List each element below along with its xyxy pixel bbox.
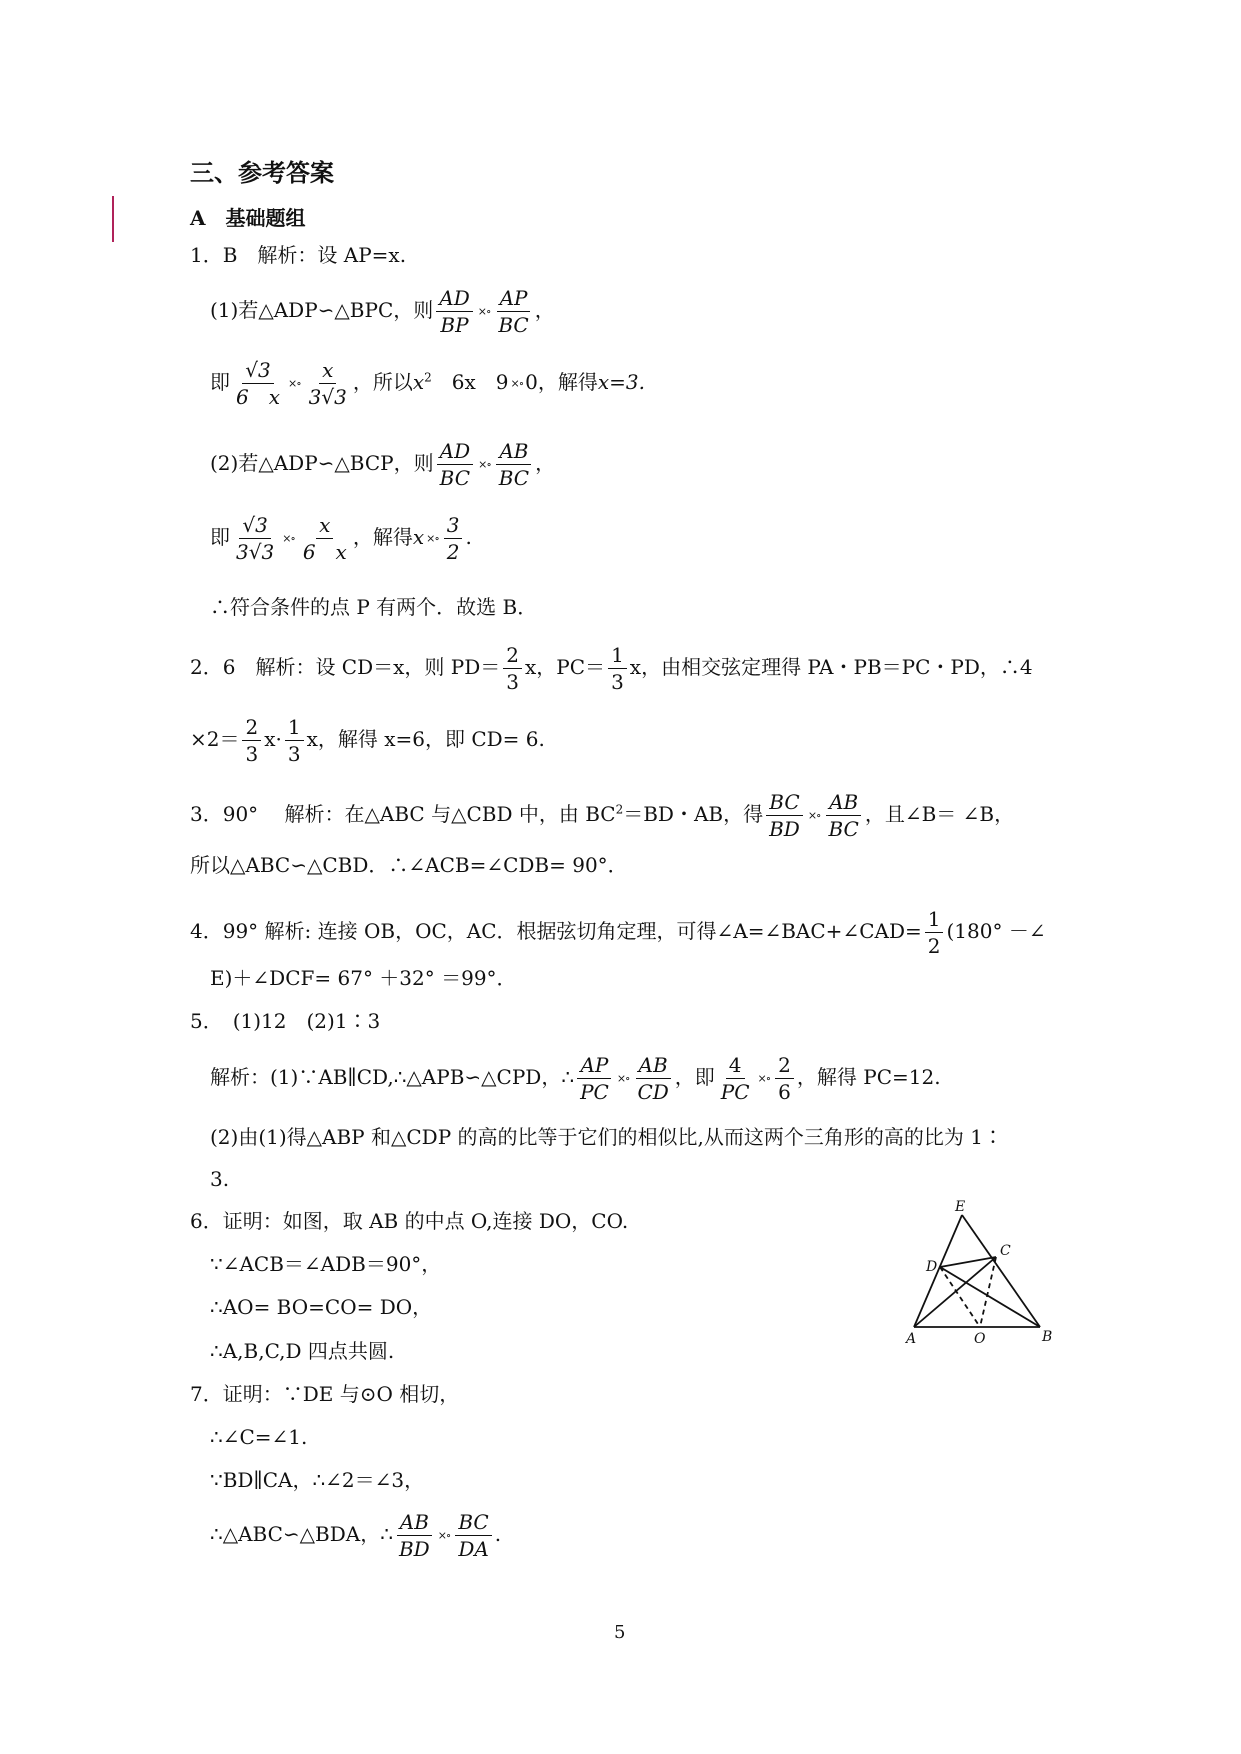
- equals-symbol: ×∘: [477, 304, 491, 318]
- fraction: [437, 439, 473, 490]
- text: 2．6 解析：设 CD＝x，则 PD＝: [190, 655, 501, 679]
- fraction: [775, 1053, 794, 1104]
- q3-line1: [190, 790, 1014, 841]
- line-DC: [940, 1257, 996, 1267]
- denominator: PC: [580, 1080, 609, 1104]
- q7-line1: 7．证明：∵DE 与⊙O 相切，: [190, 1382, 460, 1406]
- fraction: [455, 1510, 491, 1561]
- exponent: 2: [615, 802, 624, 817]
- q2-line1: [190, 643, 1033, 694]
- numerator: √3: [242, 358, 273, 384]
- numerator: √3: [239, 513, 270, 539]
- numerator: AB: [397, 1510, 432, 1536]
- text: x·: [264, 727, 282, 751]
- q7-line4: [210, 1510, 501, 1561]
- denominator: CD: [637, 1080, 669, 1104]
- equals-symbol: ×∘: [282, 531, 295, 545]
- q6-line1: 6．证明：如图，取 AB 的中点 O,连接 DO，CO.: [190, 1209, 629, 1233]
- equals-symbol: ×∘: [437, 1528, 451, 1542]
- text: 解析：(1)∵AB∥CD,∴△APB∽△CPD，∴: [210, 1065, 575, 1089]
- ji-label: 即: [210, 525, 230, 549]
- numerator: x: [316, 513, 333, 539]
- denominator: 3√3: [236, 540, 275, 564]
- q6-line2: ∵∠ACB＝∠ADB＝90°，: [210, 1252, 442, 1276]
- fraction: [233, 358, 283, 409]
- equals-symbol: ×∘: [478, 457, 491, 471]
- q5-line4: 3.: [210, 1167, 230, 1191]
- fraction: [444, 513, 463, 564]
- fraction: [925, 907, 944, 958]
- label-C: C: [1000, 1243, 1011, 1259]
- denominator: 3: [287, 742, 301, 766]
- denominator: BC: [498, 466, 530, 490]
- denominator: BC: [498, 313, 529, 337]
- equals-symbol: ×∘: [757, 1071, 771, 1085]
- q1-case1-equation: [210, 358, 645, 409]
- denominator: BP: [440, 313, 469, 337]
- text: x，解得 x=6，即 CD= 6.: [306, 727, 545, 751]
- margin-marker: [112, 196, 114, 242]
- equals-symbol: ×∘: [288, 376, 301, 390]
- solution: x=3.: [597, 370, 645, 394]
- q6-line4: ∴A,B,C,D 四点共圆.: [210, 1339, 395, 1363]
- equals-symbol: ×∘: [426, 531, 439, 545]
- text: (180° －∠: [946, 919, 1046, 943]
- q1-case1-text: (1)若△ADP∽△BPC，则: [210, 298, 434, 322]
- denominator: BD: [769, 817, 800, 841]
- q1-conclusion: ∴符合条件的点 P 有两个．故选 B．: [210, 595, 538, 619]
- text: ×2＝: [190, 727, 240, 751]
- line-AE: [914, 1215, 962, 1327]
- denominator: 6: [778, 1080, 791, 1104]
- text: 0，解得: [525, 370, 598, 394]
- page-number: 5: [614, 1622, 626, 1643]
- numerator: AD: [437, 439, 473, 465]
- denominator: BC: [828, 817, 859, 841]
- fraction: [577, 1053, 612, 1104]
- numerator: 2: [242, 715, 261, 741]
- variable: x: [412, 370, 425, 394]
- text: ，所以: [352, 370, 413, 394]
- fraction: [233, 513, 277, 564]
- subsection-title: A 基础题组: [190, 206, 306, 230]
- text: 4．99° 解析: 连接 OB，OC，AC．根据弦切角定理，可得∠A=∠BAC+∠CAD=: [190, 919, 922, 943]
- fraction: [242, 715, 261, 766]
- numerator: 1: [608, 643, 627, 669]
- numerator: AB: [496, 439, 531, 465]
- fraction: [503, 643, 522, 694]
- comma: ，: [535, 451, 556, 475]
- comma: ，: [534, 298, 555, 322]
- q1-case1-line: [210, 286, 555, 337]
- label-O: O: [974, 1331, 986, 1345]
- fraction: [285, 715, 304, 766]
- q1-case2-text: (2)若△ADP∽△BCP，则: [210, 451, 434, 475]
- denominator: 3√3: [308, 385, 347, 409]
- fraction: [436, 286, 472, 337]
- q7-line2: ∴∠C=∠1.: [210, 1425, 308, 1449]
- q7-line3: ∵BD∥CA，∴∠2＝∠3，: [210, 1468, 425, 1492]
- text: ∴△ABC∽△BDA，∴: [210, 1522, 393, 1546]
- label-A: A: [906, 1331, 917, 1345]
- denominator: PC: [720, 1080, 750, 1104]
- fraction: [825, 790, 861, 841]
- q4-line1: [190, 907, 1046, 958]
- fraction: [766, 790, 803, 841]
- fraction: [300, 513, 350, 564]
- numerator: AP: [577, 1053, 611, 1079]
- denominator: 3: [245, 742, 259, 766]
- numerator: AP: [497, 286, 531, 312]
- denominator: BD: [398, 1537, 430, 1561]
- numerator: 1: [285, 715, 304, 741]
- numerator: AD: [436, 286, 472, 312]
- section-title: 三、参考答案: [190, 158, 334, 187]
- exponent: 2: [424, 370, 432, 385]
- fraction: [495, 286, 531, 337]
- text: ＝BD・AB，得: [623, 802, 764, 826]
- text: 3．90° 解析：在△ABC 与△CBD 中，由 BC: [190, 802, 616, 826]
- numerator: 3: [444, 513, 463, 539]
- q6-line3: ∴AO= BO=CO= DO，: [210, 1295, 433, 1319]
- text: x，由相交弦定理得 PA・PB＝PC・PD，∴4: [629, 655, 1033, 679]
- period: .: [494, 1522, 502, 1546]
- line-DB: [940, 1267, 1040, 1327]
- fraction: [396, 1510, 433, 1561]
- fraction: [496, 439, 532, 490]
- numerator: 2: [775, 1053, 794, 1079]
- text: ，即: [674, 1065, 715, 1089]
- label-E: E: [955, 1199, 966, 1215]
- fraction: [306, 358, 350, 409]
- ji-label: 即: [210, 370, 230, 394]
- q1-case2-line: [210, 439, 555, 490]
- numerator: BC: [766, 790, 802, 816]
- q2-line2: [190, 715, 545, 766]
- period: .: [465, 525, 472, 549]
- denominator: DA: [458, 1537, 489, 1561]
- numerator: x: [319, 358, 336, 384]
- denominator: 2: [927, 934, 941, 958]
- variable: x: [412, 525, 425, 549]
- line-EB: [962, 1215, 1040, 1327]
- geometry-figure: [900, 1195, 1060, 1345]
- label-B: B: [1042, 1329, 1053, 1345]
- denominator: 3: [506, 670, 520, 694]
- numerator: BC: [455, 1510, 491, 1536]
- q5-line2: [210, 1053, 941, 1104]
- denominator: 2: [446, 540, 460, 564]
- q5-line3: (2)由(1)得△ABP 和△CDP 的高的比等于它们的相似比,从而这两个三角形的高的比为 1∶: [210, 1125, 1003, 1149]
- numerator: 4: [726, 1053, 745, 1079]
- q4-line2: E)＋∠DCF= 67° ＋32° ＝99°．: [210, 966, 517, 990]
- text: ，且∠B＝ ∠B，: [864, 802, 1015, 826]
- fraction: [634, 1053, 671, 1104]
- numerator: AB: [826, 790, 861, 816]
- denominator: 6 x: [302, 540, 347, 564]
- q1-intro: 1．B 解析：设 AP=x.: [190, 243, 407, 267]
- label-D: D: [926, 1259, 938, 1275]
- fraction: [718, 1053, 753, 1104]
- equals-symbol: ×∘: [510, 376, 524, 390]
- denominator: BC: [439, 466, 471, 490]
- equals-symbol: ×∘: [807, 808, 821, 822]
- numerator: 1: [925, 907, 944, 933]
- numerator: AB: [636, 1053, 671, 1079]
- text: ，解得: [352, 525, 413, 549]
- fraction: [608, 643, 627, 694]
- q3-line2: 所以△ABC∽△CBD．∴∠ACB=∠CDB= 90°．: [190, 853, 628, 877]
- text: ，解得 PC=12.: [796, 1065, 941, 1089]
- q5-answer: 5． (1)12 (2)1∶3: [190, 1009, 381, 1033]
- denominator: 3: [611, 670, 624, 694]
- equals-symbol: ×∘: [616, 1071, 630, 1085]
- text: 6x 9: [431, 370, 509, 394]
- numerator: 2: [503, 643, 522, 669]
- q1-case2-equation: [210, 513, 472, 564]
- text: x，PC＝: [525, 655, 606, 679]
- denominator: 6 x: [236, 385, 281, 409]
